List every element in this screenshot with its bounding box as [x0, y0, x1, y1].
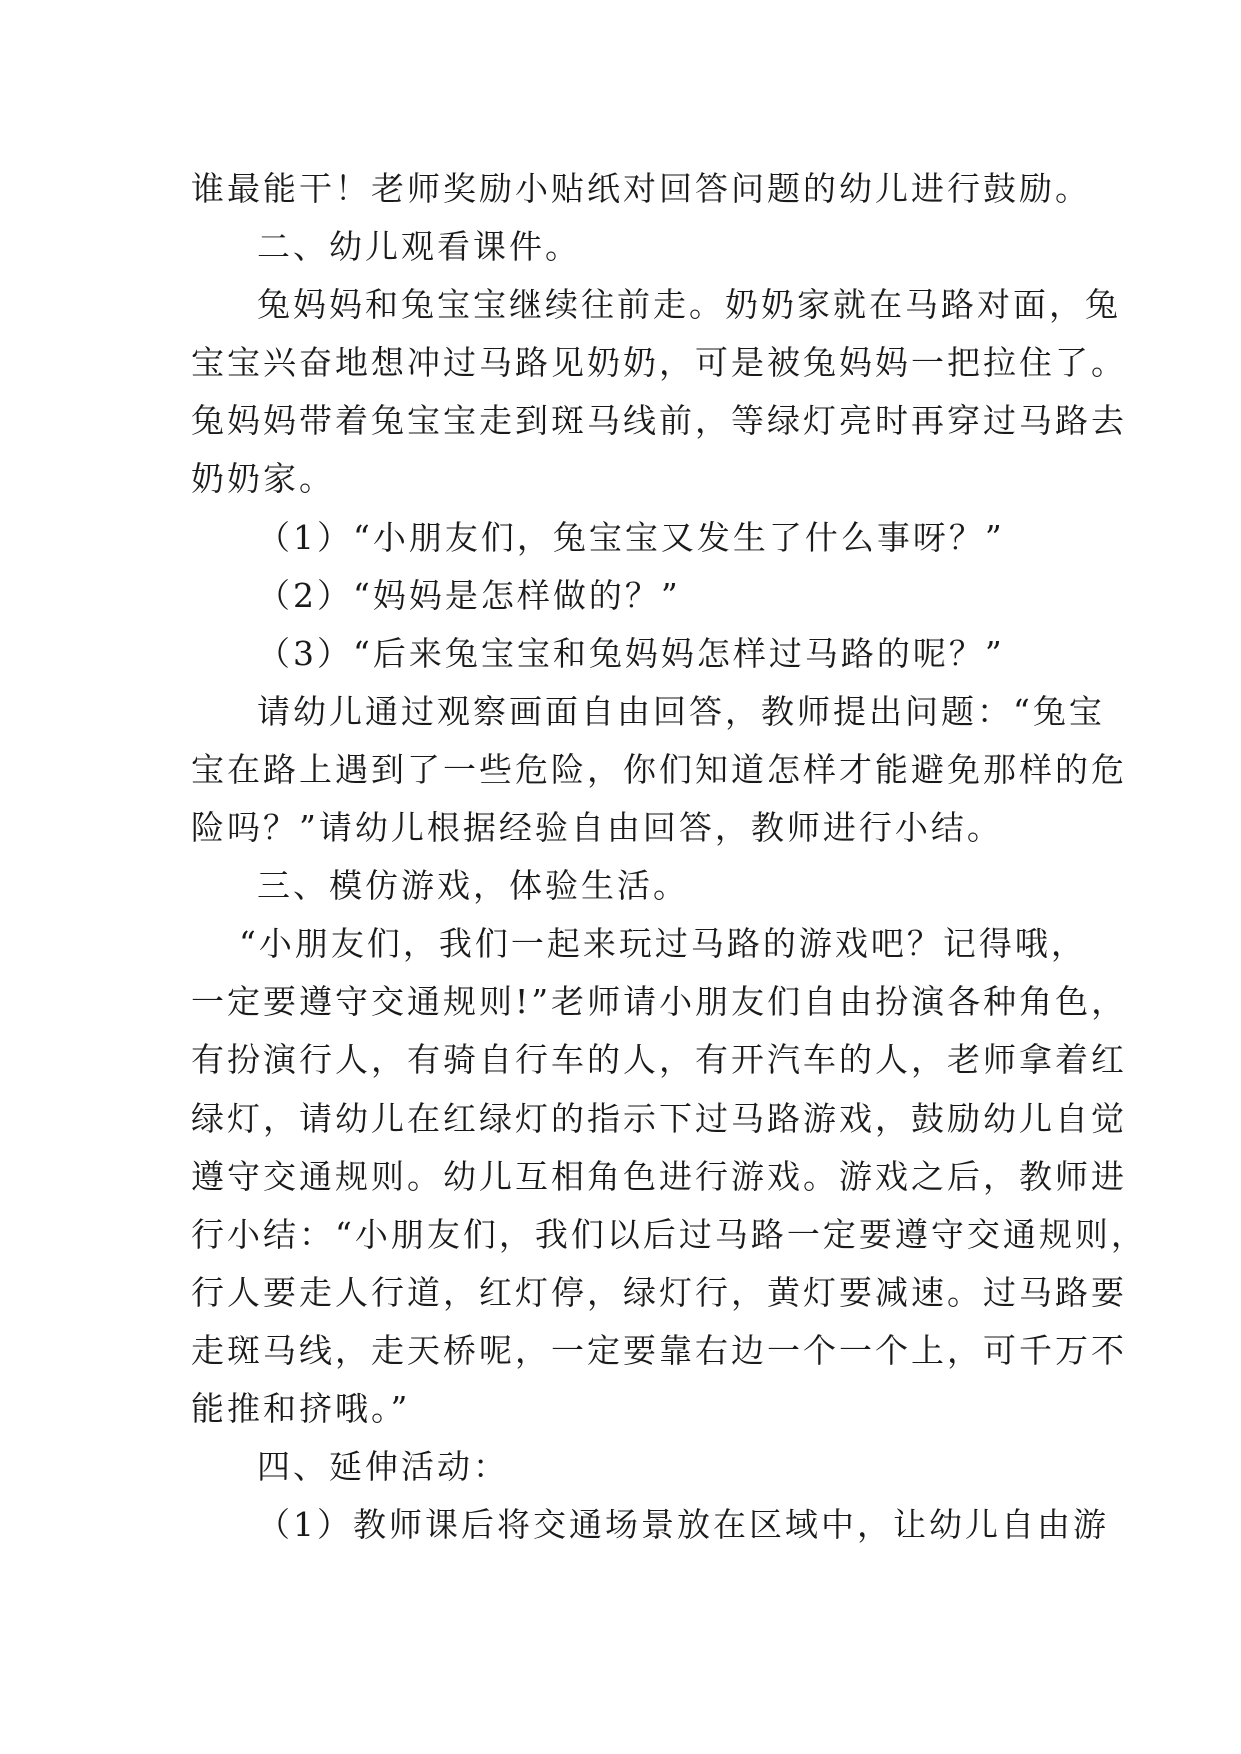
paragraph-line: 绿灯，请幼儿在红绿灯的指示下过马路游戏，鼓励幼儿自觉	[191, 1098, 1127, 1138]
paragraph-line: 兔妈妈和兔宝宝继续往前走。奶奶家就在马路对面，兔	[257, 285, 1121, 325]
paragraph-line: 请幼儿通过观察画面自由回答，教师提出问题：“兔宝	[257, 691, 1105, 731]
paragraph-line: 兔妈妈带着兔宝宝走到斑马线前，等绿灯亮时再穿过马路去	[191, 401, 1127, 441]
document-body	[191, 160, 1147, 1554]
paragraph-line: 宝宝兴奋地想冲过马路见奶奶，可是被兔妈妈一把拉住了。	[191, 343, 1127, 383]
paragraph-line: 险吗？”请幼儿根据经验自由回答，教师进行小结。	[191, 808, 1003, 848]
question-item-1: （1）“小朋友们，兔宝宝又发生了什么事呀？”	[257, 517, 1005, 557]
paragraph-line: 走斑马线，走天桥呢，一定要靠右边一个一个上，可千万不	[191, 1330, 1127, 1370]
paragraph-line: 宝在路上遇到了一些危险，你们知道怎样才能避免那样的危	[191, 749, 1127, 789]
section-heading-2: 二、幼儿观看课件。	[257, 227, 581, 267]
paragraph-line: 行人要走人行道，红灯停，绿灯行，黄灯要减速。过马路要	[191, 1272, 1127, 1312]
paragraph-line: 奶奶家。	[191, 459, 335, 499]
section-heading-4: 四、延伸活动：	[257, 1447, 509, 1487]
activity-item-1: （1）教师课后将交通场景放在区域中，让幼儿自由游	[257, 1505, 1109, 1545]
question-item-2: （2）“妈妈是怎样做的？”	[257, 575, 681, 615]
paragraph-line: 有扮演行人，有骑自行车的人，有开汽车的人，老师拿着红	[191, 1040, 1127, 1080]
paragraph-line: “小朋友们，我们一起来玩过马路的游戏吧？记得哦，	[239, 924, 1087, 964]
paragraph-line: 一定要遵守交通规则!”老师请小朋友们自由扮演各种角色，	[191, 982, 1128, 1022]
question-item-3: （3）“后来兔宝宝和兔妈妈怎样过马路的呢？”	[257, 633, 1005, 673]
paragraph-line: 能推和挤哦。”	[191, 1388, 411, 1428]
paragraph-line: 遵守交通规则。幼儿互相角色进行游戏。游戏之后，教师进	[191, 1156, 1127, 1196]
paragraph-line: 谁最能干！老师奖励小贴纸对回答问题的幼儿进行鼓励。	[191, 169, 1091, 208]
paragraph-line: 行小结：“小朋友们，我们以后过马路一定要遵守交通规则，	[191, 1214, 1147, 1254]
section-heading-3: 三、模仿游戏，体验生活。	[257, 866, 689, 906]
